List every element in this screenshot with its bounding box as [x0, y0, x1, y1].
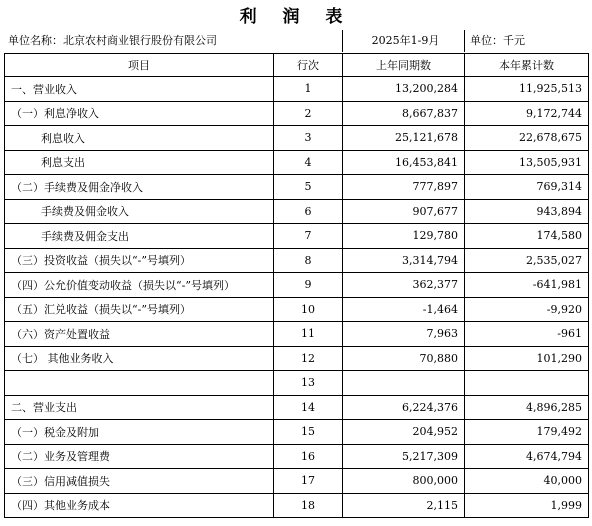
- table-row: [5, 444, 589, 469]
- row-line-number: 5: [274, 175, 343, 200]
- meta-row: [4, 30, 588, 52]
- row-current-value: 9,172,744: [465, 101, 589, 126]
- row-item-label: 二、营业支出: [5, 395, 274, 420]
- row-current-value: -9,920: [465, 297, 589, 322]
- row-item-label: 手续费及佣金收入: [5, 199, 274, 224]
- row-item-label: （一）税金及附加: [5, 420, 274, 445]
- header-item: 项目: [5, 54, 274, 77]
- row-current-value: 13,505,931: [465, 150, 589, 175]
- row-item-label: （四）公允价值变动收益（损失以“-”号填列）: [5, 273, 274, 298]
- row-line-number: 6: [274, 199, 343, 224]
- row-item-label: （二）手续费及佣金净收入: [5, 175, 274, 200]
- row-prior-value: 8,667,837: [343, 101, 465, 126]
- row-current-value: 4,674,794: [465, 444, 589, 469]
- row-line-number: 4: [274, 150, 343, 175]
- row-line-number: 16: [274, 444, 343, 469]
- row-line-number: 2: [274, 101, 343, 126]
- header-line-no: 行次: [274, 54, 343, 77]
- table-row: [5, 101, 589, 126]
- row-current-value: -961: [465, 322, 589, 347]
- row-item-label: （三）信用减值损失: [5, 469, 274, 494]
- row-prior-value: 800,000: [343, 469, 465, 494]
- row-prior-value: 129,780: [343, 224, 465, 249]
- row-line-number: 10: [274, 297, 343, 322]
- sheet-title: 利 润 表: [239, 7, 353, 27]
- row-line-number: 13: [274, 371, 343, 396]
- row-item-label: （一）利息净收入: [5, 101, 274, 126]
- row-prior-value: 362,377: [343, 273, 465, 298]
- currency-unit: 单位：千元: [470, 34, 525, 47]
- header-row: [5, 54, 589, 77]
- table-row: [5, 150, 589, 175]
- table-row: [5, 420, 589, 445]
- row-line-number: 1: [274, 77, 343, 102]
- row-current-value: 1,999: [465, 493, 589, 518]
- row-prior-value: 16,453,841: [343, 150, 465, 175]
- row-current-value: 4,896,285: [465, 395, 589, 420]
- row-item-label: 手续费及佣金支出: [5, 224, 274, 249]
- meta-divider: [342, 30, 343, 52]
- table-row: [5, 77, 589, 102]
- row-prior-value: -1,464: [343, 297, 465, 322]
- row-item-label: 一、营业收入: [5, 77, 274, 102]
- row-prior-value: 7,963: [343, 322, 465, 347]
- row-prior-value: 907,677: [343, 199, 465, 224]
- header-prior-period: 上年同期数: [343, 54, 465, 77]
- row-prior-value: 5,217,309: [343, 444, 465, 469]
- table-row: [5, 224, 589, 249]
- header-current-ytd: 本年累计数: [465, 54, 589, 77]
- row-current-value: 22,678,675: [465, 126, 589, 151]
- table-body: [5, 77, 589, 518]
- row-line-number: 14: [274, 395, 343, 420]
- row-prior-value: 204,952: [343, 420, 465, 445]
- row-current-value: [465, 371, 589, 396]
- row-prior-value: 13,200,284: [343, 77, 465, 102]
- row-line-number: 17: [274, 469, 343, 494]
- report-period: 2025年1-9月: [371, 34, 440, 47]
- table-row: [5, 469, 589, 494]
- row-prior-value: 777,897: [343, 175, 465, 200]
- row-item-label: （三）投资收益（损失以“-”号填列）: [5, 248, 274, 273]
- meta-divider: [464, 30, 465, 52]
- row-current-value: 11,925,513: [465, 77, 589, 102]
- row-current-value: 101,290: [465, 346, 589, 371]
- income-table: [4, 53, 589, 518]
- table-row: [5, 371, 589, 396]
- row-line-number: 7: [274, 224, 343, 249]
- row-current-value: 2,535,027: [465, 248, 589, 273]
- row-item-label: 利息收入: [5, 126, 274, 151]
- table-row: [5, 175, 589, 200]
- row-current-value: -641,981: [465, 273, 589, 298]
- row-line-number: 18: [274, 493, 343, 518]
- table-row: [5, 346, 589, 371]
- row-current-value: 769,314: [465, 175, 589, 200]
- row-line-number: 9: [274, 273, 343, 298]
- table-row: [5, 493, 589, 518]
- table-row: [5, 273, 589, 298]
- row-prior-value: 3,314,794: [343, 248, 465, 273]
- company-name: 单位名称：北京农村商业银行股份有限公司: [8, 34, 217, 47]
- row-prior-value: 25,121,678: [343, 126, 465, 151]
- row-item-label: [5, 371, 274, 396]
- table-row: [5, 248, 589, 273]
- table-row: [5, 322, 589, 347]
- row-prior-value: 6,224,376: [343, 395, 465, 420]
- table-row: [5, 395, 589, 420]
- table-row: [5, 126, 589, 151]
- row-line-number: 12: [274, 346, 343, 371]
- row-item-label: （五）汇兑收益（损失以“-”号填列）: [5, 297, 274, 322]
- row-prior-value: 70,880: [343, 346, 465, 371]
- row-prior-value: [343, 371, 465, 396]
- row-line-number: 15: [274, 420, 343, 445]
- row-item-label: （二）业务及管理费: [5, 444, 274, 469]
- row-current-value: 943,894: [465, 199, 589, 224]
- table-row: [5, 199, 589, 224]
- row-current-value: 179,492: [465, 420, 589, 445]
- row-prior-value: 2,115: [343, 493, 465, 518]
- row-line-number: 8: [274, 248, 343, 273]
- row-line-number: 3: [274, 126, 343, 151]
- row-line-number: 11: [274, 322, 343, 347]
- row-item-label: 利息支出: [5, 150, 274, 175]
- row-item-label: （七） 其他业务收入: [5, 346, 274, 371]
- table-row: [5, 297, 589, 322]
- row-item-label: （六）资产处置收益: [5, 322, 274, 347]
- row-current-value: 40,000: [465, 469, 589, 494]
- row-current-value: 174,580: [465, 224, 589, 249]
- row-item-label: （四）其他业务成本: [5, 493, 274, 518]
